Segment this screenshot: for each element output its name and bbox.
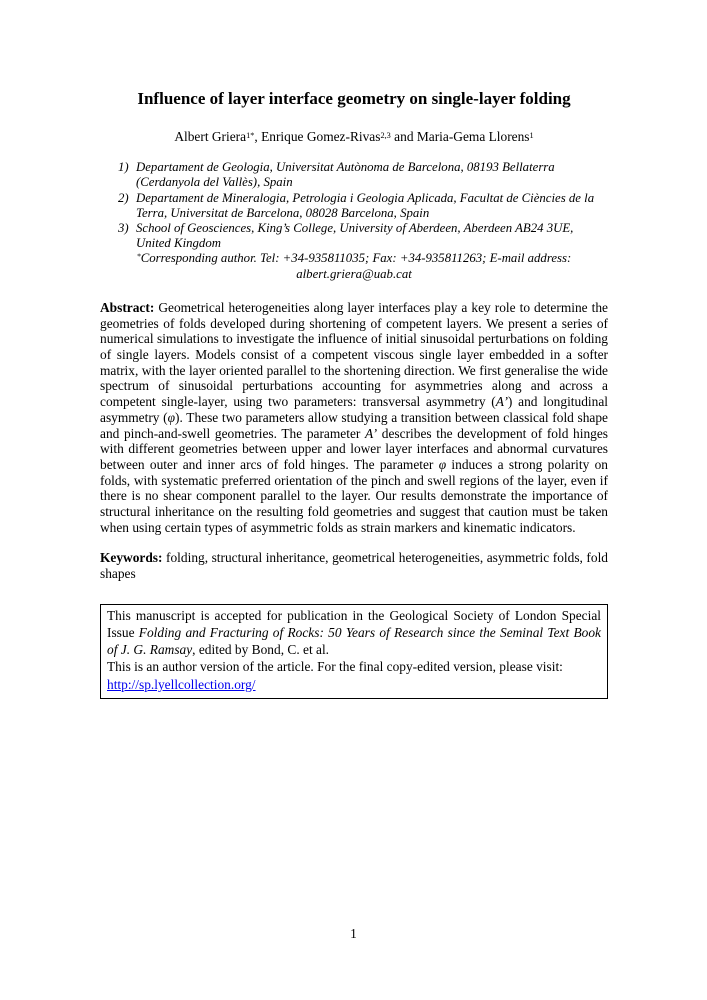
affiliation-number: 1) [118,160,129,175]
corresponding-email: albert.griera@uab.cat [296,266,412,281]
keywords-text: folding, structural inheritance, geometrical heterogeneities, asymmetric folds, fold shapes [100,550,608,582]
author-name: and Maria-Gema Llorens [390,129,530,145]
affiliation-text: School of Geosciences, King’s College, University of Aberdeen, Aberdeen AB24 3UE, United Kingdom [136,221,574,251]
publication-notice-box [100,604,608,699]
abstract-text: ). These two parameters allow studying a transition between classical fold shape and pinch-and-swell geometries. The parameter [100,409,608,441]
page-number: 1 [350,926,357,941]
abstract-text: Geometrical heterogeneities along layer interfaces play a key role to determine the geometries of folds developed during shortening of competent layers. We present a series of numerical simulations to investigate the influence of initial sinusoidal perturbations on folding of single layers. Models consist of a competent viscous single layer embedded in a softer matrix, with the layer oriented parallel to the shortening direction. We first generalise the wide spectrum of sinusoidal perturbations accounting for asymmetries along and across a competent single-layer, using two parameters: transversal asymmetry ( [100,299,608,410]
notice-text: , edited by Bond, C. et al. [192,642,330,658]
keywords-paragraph [100,550,608,581]
authors-line [100,129,608,145]
notice-text: This manuscript is accepted for publication in the Geological Society of London Special Issue [107,607,601,641]
abstract-paragraph [100,300,608,536]
corresponding-asterisk: * [136,251,141,261]
author-affiliation-superscript: 1* [246,130,255,140]
author-name: Albert Griera [174,129,247,145]
author-affiliation-superscript: 2,3 [380,130,391,140]
author-name: , Enrique Gomez-Rivas [254,129,381,145]
abstract-text: ) and longitudinal asymmetry ( [100,394,608,425]
affiliation-item [118,221,608,251]
corresponding-text: Corresponding author. Tel: +34-935811035; Fax: +34-935811263; E-mail address: [140,251,572,266]
affiliation-item [118,160,608,190]
abstract-text: describes the development of fold hinges with different geometries between upper and lower layer interfaces and abnormal curvatures between outer and inner arcs of fold hinges. The parameter [100,425,608,472]
abstract-parameter-symbol: A’ [495,394,508,410]
publisher-link[interactable]: http://sp.lyellcollection.org/ [107,676,256,692]
notice-paragraph [107,607,601,659]
abstract-parameter-symbol: A’ [364,425,378,441]
abstract-text: induces a strong polarity on folds, with systematic preferred orientation of the pinch and swell regions of the layer, even if there is no shear component parallel to the layer. Our results demonstrate the importance of structural inheritance on the resulting fold geometries and suggest that caution must be taken when using certain types of asymmetric folds as strain markers and kinematic indicators. [100,456,609,535]
corresponding-author-note [100,251,608,281]
abstract-parameter-symbol: φ [167,409,176,425]
affiliation-text: Departament de Geologia, Universitat Autònoma de Barcelona, 08193 Bellaterra (Cerdanyola del Vallès), Spain [136,160,555,190]
affiliation-text: Departament de Mineralogia, Petrologia i Geologia Aplicada, Facultat de Ciències de la Terra, Universitat de Barcelona, 08028 Barcelona, Spain [136,190,595,220]
notice-link-line [107,676,601,693]
affiliations-list [118,160,608,251]
affiliation-item [118,191,608,221]
paper-title: Influence of layer interface geometry on single-layer folding [137,89,571,108]
abstract-parameter-symbol: φ [438,456,447,472]
affiliation-number: 2) [118,190,129,205]
affiliation-number: 3) [118,221,129,236]
notice-book-title: Folding and Fracturing of Rocks: 50 Years of Research since the Seminal Text Book of J. G. Ramsay [107,625,601,658]
author-affiliation-superscript: 1 [529,130,534,140]
notice-author-version-line: This is an author version of the article. For the final copy-edited version, please visit: [107,659,563,675]
abstract-label: Abstract: [100,299,155,315]
keywords-label: Keywords: [100,550,163,566]
